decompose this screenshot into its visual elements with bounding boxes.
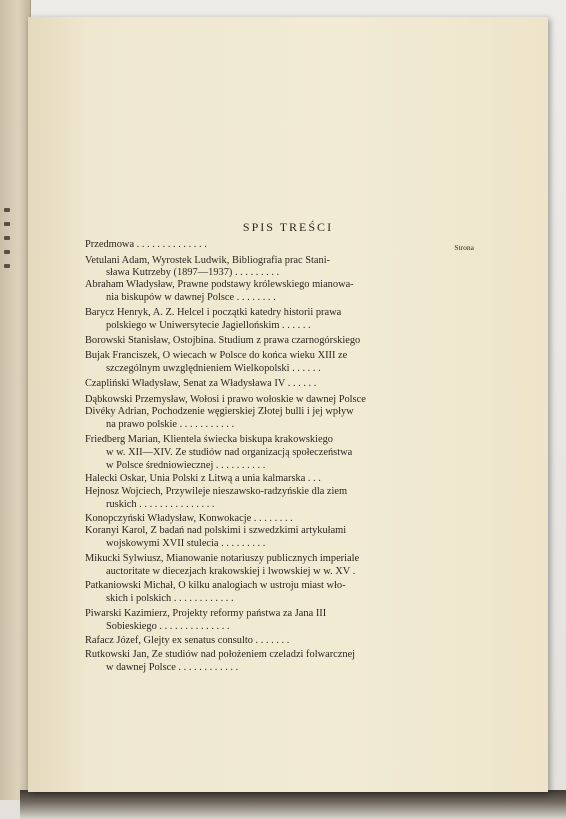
book-cover-edge [0, 0, 31, 800]
toc-entry-title: Vetulani Adam, Wyrostek Ludwik, Bibliografia prac Stani- [85, 255, 331, 266]
toc-entry-continuation: wojskowymi XVII stulecia . . . . . . . . . [106, 538, 266, 549]
toc-entry-continuation: sława Kutrzeby (1897—1937) . . . . . . . . . [106, 267, 280, 278]
toc-entry-title: Friedberg Marian, Klientela świecka biskupa krakowskiego [85, 434, 333, 445]
toc-entry-title: Mikucki Sylwiusz, Mianowanie notariuszy publicznych imperiale [85, 553, 360, 564]
page-column-label: Strona [454, 243, 474, 252]
toc-entry-continuation: Sobieskiego . . . . . . . . . . . . . . [106, 621, 230, 632]
toc-entry-continuation: nia biskupów w dawnej Polsce . . . . . . . . [106, 292, 276, 303]
toc-entry-continuation: w dawnej Polsce . . . . . . . . . . . . [106, 662, 239, 673]
cover-mark [4, 208, 10, 212]
toc-entry-title: Halecki Oskar, Unia Polski z Litwą a unia kalmarska . . . [85, 473, 321, 484]
toc-entry-title: Hejnosz Wojciech, Przywileje nieszawsko-radzyńskie dla ziem [85, 486, 348, 497]
toc-entry-title: Dąbkowski Przemysław, Wołosi i prawo wołoskie w dawnej Polsce [85, 394, 366, 405]
toc-entry-title: Rutkowski Jan, Ze studiów nad położeniem czeladzi folwarcznej [85, 649, 356, 660]
toc-entry-continuation: auctoritate w diecezjach krakowskiej i lwowskiej w w. XV . [106, 566, 356, 577]
toc-entry-title: Patkaniowski Michał, O kilku analogiach w ustroju miast wło- [85, 580, 346, 591]
toc-entry-continuation: polskiego w Uniwersytecie Jagiellońskim . . . . . . [106, 320, 311, 331]
toc-entry-title: Borowski Stanisław, Ostojbina. Studium z prawa czarnogórskiego [85, 335, 361, 346]
toc-entry-title: Bujak Franciszek, O wiecach w Polsce do końca wieku XIII ze [85, 350, 348, 361]
book-bottom-edge [20, 790, 566, 819]
toc-entry-continuation: w w. XII—XIV. Ze studiów nad organizacją społeczeństwa [106, 447, 353, 458]
toc-entry-title: Abraham Władysław, Prawne podstawy królewskiego mianowa- [85, 279, 354, 290]
book-page [28, 17, 548, 792]
toc-entry-title: Piwarski Kazimierz, Projekty reformy państwa za Jana III [85, 608, 327, 619]
toc-entry-title: Rafacz Józef, Glejty ex senatus consulto . . . . . . . [85, 635, 290, 646]
toc-title: SPIS TREŚCI [242, 220, 334, 234]
toc-entry-continuation: ruskich . . . . . . . . . . . . . . . [106, 499, 215, 510]
toc-entry-continuation: skich i polskich . . . . . . . . . . . . [106, 593, 234, 604]
toc-entry-continuation: na prawo polskie . . . . . . . . . . . [106, 419, 235, 430]
toc-entry-title: Divéky Adrian, Pochodzenie węgierskiej Złotej bulli i jej wpływ [85, 406, 354, 417]
toc-entry-title: Barycz Henryk, A. Z. Helcel i początki katedry historii prawa [85, 307, 342, 318]
toc-entry-title: Przedmowa . . . . . . . . . . . . . . [85, 239, 207, 250]
toc-entry-continuation: w Polsce średniowiecznej . . . . . . . . . . [106, 460, 266, 471]
toc-entry-title: Czapliński Władysław, Senat za Władysława IV . . . . . . [85, 378, 317, 389]
toc-entry-title: Koranyi Karol, Z badań nad polskimi i szwedzkimi artykułami [85, 525, 347, 536]
toc-entry-continuation: szczególnym uwzględnieniem Wielkopolski . . . . . . [106, 363, 321, 374]
cover-mark [4, 222, 10, 226]
cover-mark [4, 264, 10, 268]
cover-mark [4, 250, 10, 254]
toc-entry-title: Konopczyński Władysław, Konwokacje . . . . . . . . [85, 513, 293, 524]
cover-mark [4, 236, 10, 240]
